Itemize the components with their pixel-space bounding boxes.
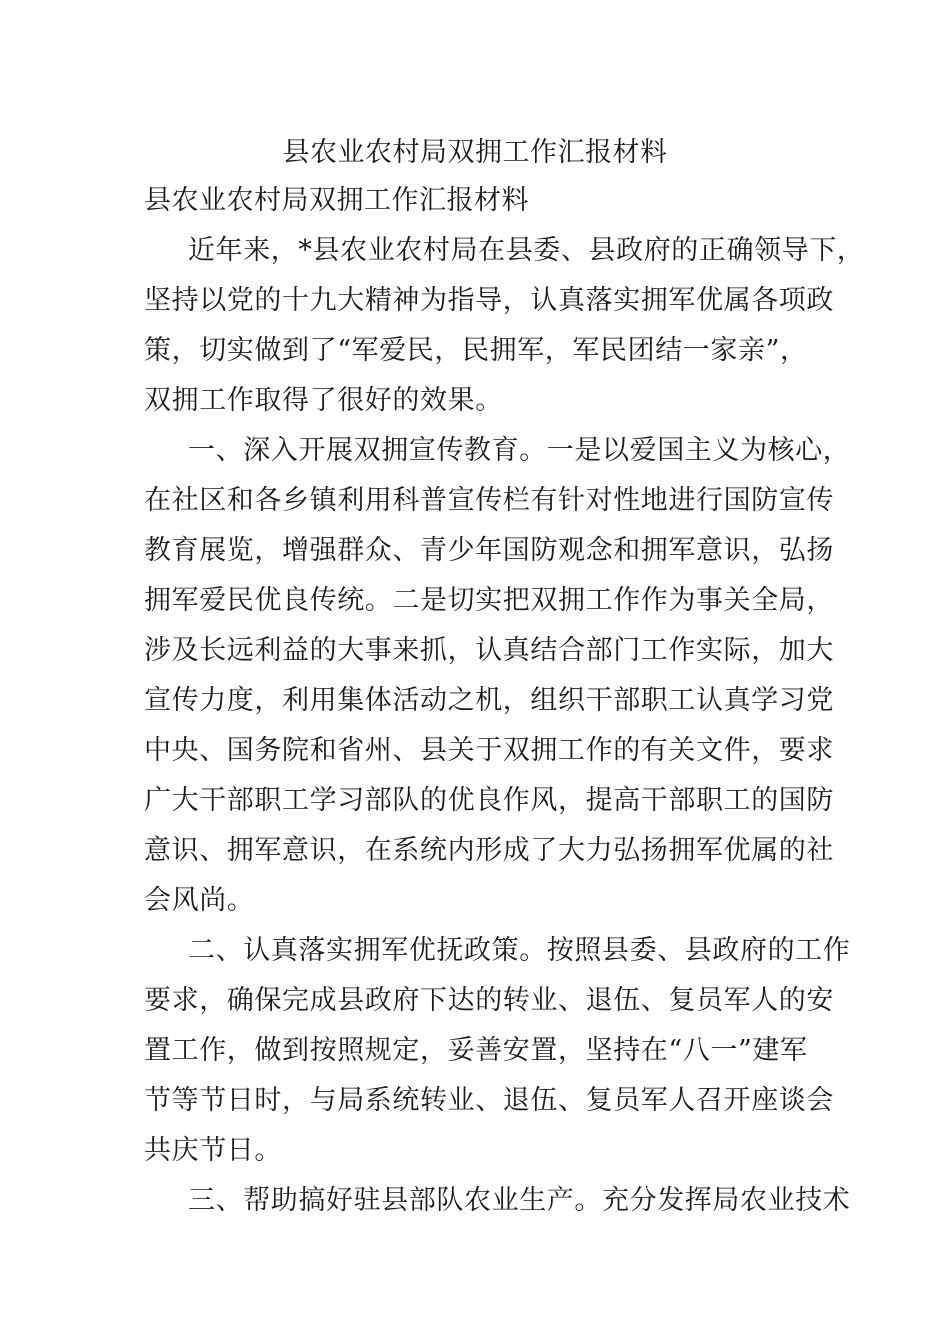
paragraph-line: 策，切实做到了“军爱民，民拥军，军民团结一家亲”，: [144, 335, 808, 366]
paragraph-line: 共庆节日。: [144, 1135, 282, 1166]
paragraph-line: 拥军爱民优良传统。二是切实把双拥工作作为事关全局，: [144, 585, 834, 616]
paragraph-line: 坚持以党的十九大精神为指导，认真落实拥军优属各项政: [144, 285, 834, 316]
paragraph-line: 中央、国务院和省州、县关于双拥工作的有关文件，要求: [144, 735, 834, 766]
document-title: 县农业农村局双拥工作汇报材料: [282, 137, 668, 168]
paragraph-line: 三、帮助搞好驻县部队农业生产。充分发挥局农业技术: [188, 1185, 851, 1216]
paragraph-line: 会风尚。: [144, 885, 255, 916]
document-subtitle: 县农业农村局双拥工作汇报材料: [144, 185, 529, 216]
paragraph-line: 在社区和各乡镇利用科普宣传栏有针对性地进行国防宣传: [144, 485, 834, 516]
paragraph-line: 意识、拥军意识，在系统内形成了大力弘扬拥军优属的社: [144, 835, 834, 866]
paragraph-line: 一、深入开展双拥宣传教育。一是以爱国主义为核心，: [188, 435, 851, 466]
paragraph-line: 二、认真落实拥军优抚政策。按照县委、县政府的工作: [188, 935, 851, 966]
paragraph-line: 双拥工作取得了很好的效果。: [144, 385, 503, 416]
paragraph-line: 教育展览，增强群众、青少年国防观念和拥军意识，弘扬: [144, 535, 834, 566]
paragraph-line: 涉及长远利益的大事来抓，认真结合部门工作实际，加大: [144, 635, 834, 666]
paragraph-line: 近年来，*县农业农村局在县委、县政府的正确领导下，: [188, 235, 865, 266]
paragraph-line: 要求，确保完成县政府下达的转业、退伍、复员军人的安: [144, 985, 834, 1016]
paragraph-line: 节等节日时，与局系统转业、退伍、复员军人召开座谈会: [144, 1085, 834, 1116]
paragraph-line: 广大干部职工学习部队的优良作风，提高干部职工的国防: [144, 785, 834, 816]
paragraph-line: 置工作，做到按照规定，妥善安置，坚持在“八一”建军: [144, 1035, 808, 1066]
paragraph-line: 宣传力度，利用集体活动之机，组织干部职工认真学习党: [144, 685, 834, 716]
